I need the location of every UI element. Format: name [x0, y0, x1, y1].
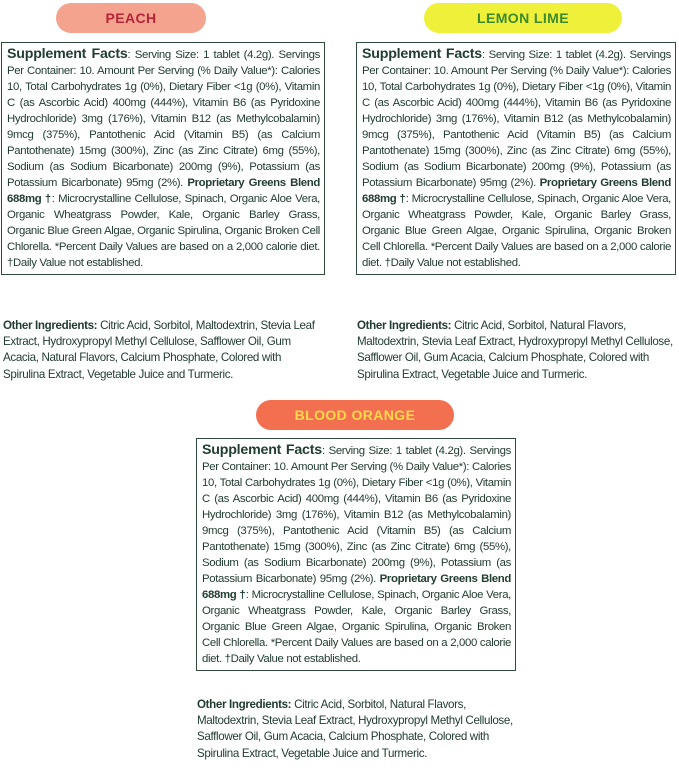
- greens-blend-label: Proprietary Greens Blend 688mg †: [7, 177, 320, 205]
- facts-serving-text: : Serving Size: 1 tablet (4.2g). Servings Per Container: 10. Amount Per Serving (% Daily Value*): Calories 10, Total Carbohydrates 1g (0%), Dietary Fiber <1g (0%), Vitamin C (as Ascorbic Acid) 400mg (444%), Vitamin B6 (as Pyridoxine Hydrochloride) 3mg (176%), Vitamin B12 (as Methylcobalamin) 9mcg (375%), Pantothenic Acid (Vitamin B5) (as Calcium Pantothenate) 15mg (300%), Zinc (as Zinc Citrate) 6mg (55%), Sodium (as Sodium Bicarbonate) 200mg (9%), Potassium (as Potassium Bicarbonate) 95mg (2%).: [362, 49, 671, 189]
- greens-blend-label: Proprietary Greens Blend 688mg †: [362, 177, 671, 205]
- other-ingredients: [197, 697, 515, 762]
- supplement-facts-panel: [356, 42, 676, 275]
- other-ingredients-text: Citric Acid, Sorbitol, Maltodextrin, Stevia Leaf Extract, Hydroxypropyl Methyl Cellulose, Safflower Oil, Gum Acacia, Natural Flavors, Calcium Phosphate, Colored with Spirulina Extract, Vegetable Juice and Turmeric.: [3, 319, 315, 381]
- greens-blend-label: Proprietary Greens Blend 688mg †: [202, 573, 511, 601]
- flavor-name: LEMON LIME: [477, 10, 569, 26]
- other-ingredients-text: Citric Acid, Sorbitol, Natural Flavors, Maltodextrin, Stevia Leaf Extract, Hydroxypropyl Methyl Cellulose, Safflower Oil, Gum Acacia, Calcium Phosphate, Colored with Spirulina Extract, Vegetable Juice and Turmeric.: [357, 319, 673, 381]
- flavor-badge-lemon-lime: [424, 3, 622, 33]
- flavor-badge-peach: [56, 3, 206, 33]
- flavor-name: PEACH: [105, 10, 157, 26]
- facts-blend-text: : Microcrystalline Cellulose, Spinach, Organic Aloe Vera, Organic Wheatgrass Powder, Kale, Organic Barley Grass, Organic Blue Green Algae, Organic Spirulina, Organic Broken Cell Chlorella. *Percent Daily Values are based on a 2,000 calorie diet. †Daily Value not established.: [202, 589, 511, 665]
- other-ingredients-text: Citric Acid, Sorbitol, Natural Flavors, Maltodextrin, Stevia Leaf Extract, Hydroxypropyl Methyl Cellulose, Safflower Oil, Gum Acacia, Calcium Phosphate, Colored with Spirulina Extract, Vegetable Juice and Turmeric.: [197, 698, 513, 760]
- supplement-facts-panel: [196, 438, 516, 671]
- facts-blend-text: : Microcrystalline Cellulose, Spinach, Organic Aloe Vera, Organic Wheatgrass Powder, Kale, Organic Barley Grass, Organic Blue Green Algae, Organic Spirulina, Organic Broken Cell Chlorella. *Percent Daily Values are based on a 2,000 calorie diet. †Daily Value not established.: [7, 193, 320, 269]
- flavor-name: BLOOD ORANGE: [294, 407, 416, 423]
- other-ingredients: [357, 318, 677, 383]
- supplement-facts-title: Supplement Facts: [202, 442, 322, 458]
- facts-serving-text: : Serving Size: 1 tablet (4.2g). Servings Per Container: 10. Amount Per Serving (% Daily Value*): Calories 10, Total Carbohydrates 1g (0%), Dietary Fiber <1g (0%), Vitamin C (as Ascorbic Acid) 400mg (444%), Vitamin B6 (as Pyridoxine Hydrochloride) 3mg (176%), Vitamin B12 (as Methylcobalamin) 9mcg (375%), Pantothenic Acid (Vitamin B5) (as Calcium Pantothenate) 15mg (300%), Zinc (as Zinc Citrate) 6mg (55%), Sodium (as Sodium Bicarbonate) 200mg (9%), Potassium (as Potassium Bicarbonate) 95mg (2%).: [7, 49, 320, 189]
- facts-serving-text: : Serving Size: 1 tablet (4.2g). Servings Per Container: 10. Amount Per Serving (% Daily Value*): Calories 10, Total Carbohydrates 1g (0%), Dietary Fiber <1g (0%), Vitamin C (as Ascorbic Acid) 400mg (444%), Vitamin B6 (as Pyridoxine Hydrochloride) 3mg (176%), Vitamin B12 (as Methylcobalamin) 9mcg (375%), Pantothenic Acid (Vitamin B5) (as Calcium Pantothenate) 15mg (300%), Zinc (as Zinc Citrate) 6mg (55%), Sodium (as Sodium Bicarbonate) 200mg (9%), Potassium (as Potassium Bicarbonate) 95mg (2%).: [202, 445, 511, 585]
- flavor-badge-blood-orange: [256, 400, 454, 430]
- facts-blend-text: : Microcrystalline Cellulose, Spinach, Organic Aloe Vera, Organic Wheatgrass Powder, Kale, Organic Barley Grass, Organic Blue Green Algae, Organic Spirulina, Organic Broken Cell Chlorella. *Percent Daily Values are based on a 2,000 calorie diet. †Daily Value not established.: [362, 193, 671, 269]
- other-ingredients-label: Other Ingredients:: [197, 698, 292, 711]
- supplement-facts-panel: [1, 42, 325, 275]
- supplement-facts-title: Supplement Facts: [7, 46, 128, 62]
- other-ingredients: [3, 318, 321, 383]
- other-ingredients-label: Other Ingredients:: [357, 319, 452, 332]
- supplement-facts-title: Supplement Facts: [362, 46, 482, 62]
- other-ingredients-label: Other Ingredients:: [3, 319, 98, 332]
